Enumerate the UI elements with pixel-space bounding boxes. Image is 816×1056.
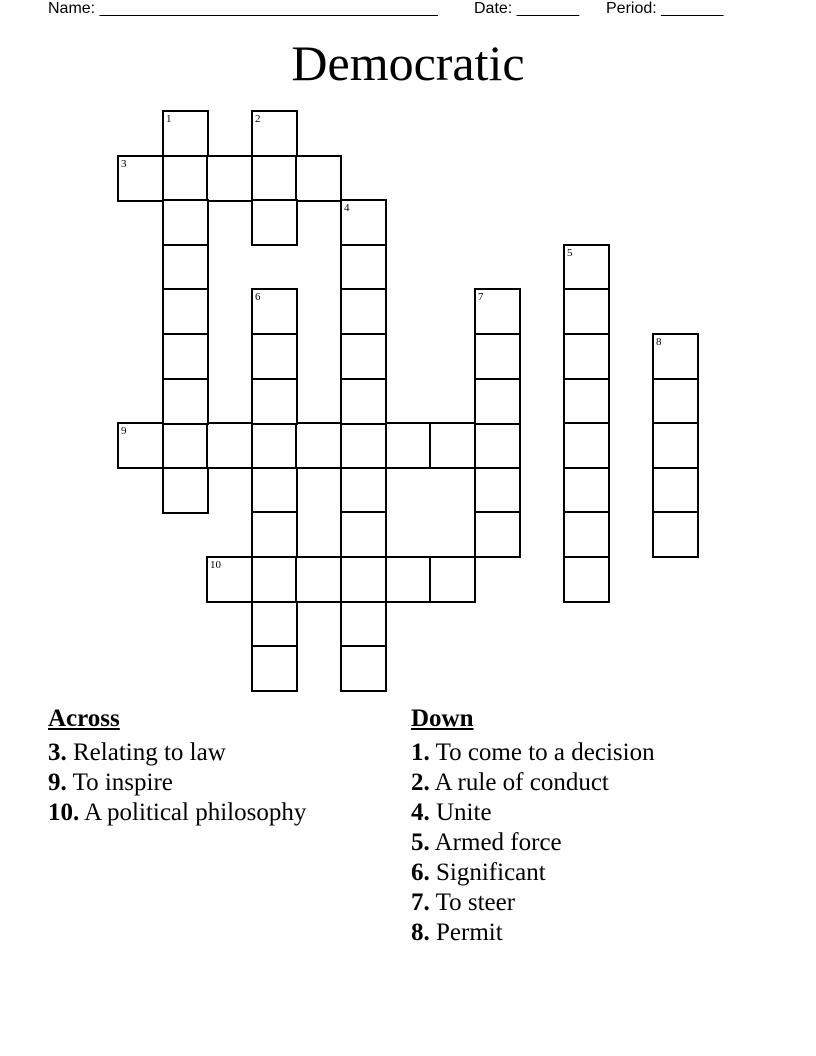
grid-cell[interactable]	[563, 422, 610, 469]
grid-cell[interactable]	[429, 556, 476, 603]
grid-cell[interactable]	[340, 556, 387, 603]
down-heading: Down	[411, 705, 474, 732]
grid-cell[interactable]	[563, 511, 610, 558]
clue-number: 3	[121, 158, 127, 170]
grid-cell[interactable]	[251, 333, 298, 380]
grid-cell[interactable]	[474, 378, 521, 425]
grid-cell[interactable]	[251, 288, 298, 335]
grid-cell[interactable]	[385, 422, 432, 469]
clue-across-3: 3. Relating to law	[48, 739, 226, 766]
grid-cell[interactable]	[340, 645, 387, 692]
grid-cell[interactable]	[652, 378, 699, 425]
grid-cell[interactable]	[206, 556, 253, 603]
grid-cell[interactable]	[162, 378, 209, 425]
clue-number: 1	[166, 113, 172, 125]
grid-cell[interactable]	[385, 556, 432, 603]
grid-cell[interactable]	[563, 556, 610, 603]
clue-down-8: 8. Permit	[411, 919, 503, 946]
grid-cell[interactable]	[652, 422, 699, 469]
grid-cell[interactable]	[652, 511, 699, 558]
grid-cell[interactable]	[251, 110, 298, 157]
clue-down-6: 6. Significant	[411, 859, 546, 886]
grid-cell[interactable]	[474, 333, 521, 380]
grid-cell[interactable]	[340, 378, 387, 425]
grid-cell[interactable]	[340, 288, 387, 335]
grid-cell[interactable]	[474, 467, 521, 514]
clue-number: 5	[567, 247, 573, 259]
grid-cell[interactable]	[295, 422, 342, 469]
grid-cell[interactable]	[251, 601, 298, 648]
date-field[interactable]: Date: _______	[474, 0, 579, 17]
grid-cell[interactable]	[474, 422, 521, 469]
grid-cell[interactable]	[162, 244, 209, 291]
grid-cell[interactable]	[117, 422, 164, 469]
grid-cell[interactable]	[162, 110, 209, 157]
clue-down-5: 5. Armed force	[411, 829, 562, 856]
clue-down-1: 1. To come to a decision	[411, 739, 655, 766]
grid-cell[interactable]	[340, 601, 387, 648]
grid-cell[interactable]	[162, 155, 209, 202]
grid-cell[interactable]	[340, 511, 387, 558]
grid-cell[interactable]	[295, 556, 342, 603]
grid-cell[interactable]	[162, 333, 209, 380]
grid-cell[interactable]	[251, 155, 298, 202]
clue-number: 9	[121, 425, 127, 437]
grid-cell[interactable]	[206, 422, 253, 469]
grid-cell[interactable]	[251, 378, 298, 425]
clue-down-7: 7. To steer	[411, 889, 516, 916]
grid-cell[interactable]	[251, 467, 298, 514]
grid-cell[interactable]	[652, 467, 699, 514]
grid-cell[interactable]	[162, 422, 209, 469]
grid-cell[interactable]	[474, 511, 521, 558]
grid-cell[interactable]	[429, 422, 476, 469]
grid-cell[interactable]	[162, 199, 209, 246]
grid-cell[interactable]	[162, 467, 209, 514]
grid-cell[interactable]	[474, 288, 521, 335]
grid-cell[interactable]	[563, 333, 610, 380]
clue-across-9: 9. To inspire	[48, 769, 173, 796]
grid-cell[interactable]	[251, 645, 298, 692]
period-field[interactable]: Period: _______	[606, 0, 724, 17]
name-field[interactable]: Name: ______________________________________	[48, 0, 438, 17]
page-title: Democratic	[291, 35, 525, 91]
clue-number: 2	[255, 113, 261, 125]
grid-cell[interactable]	[340, 333, 387, 380]
grid-cell[interactable]	[117, 155, 164, 202]
across-clues	[48, 704, 306, 828]
clue-number: 8	[656, 336, 662, 348]
grid-cell[interactable]	[563, 288, 610, 335]
clue-down-2: 2. A rule of conduct	[411, 769, 609, 796]
clue-down-4: 4. Unite	[411, 799, 492, 826]
grid-cell[interactable]	[563, 244, 610, 291]
grid-cell[interactable]	[652, 333, 699, 380]
grid-cell[interactable]	[251, 199, 298, 246]
grid-cell[interactable]	[206, 155, 253, 202]
grid-cell[interactable]	[251, 422, 298, 469]
grid-cell[interactable]	[340, 244, 387, 291]
clue-across-10: 10. A political philosophy	[48, 799, 307, 826]
grid-cell[interactable]	[251, 556, 298, 603]
clue-number: 7	[478, 291, 484, 303]
grid-cell[interactable]	[340, 199, 387, 246]
down-clues	[411, 704, 655, 948]
grid-cell[interactable]	[295, 155, 342, 202]
grid-cell[interactable]	[340, 422, 387, 469]
grid-cell[interactable]	[563, 467, 610, 514]
clue-number: 10	[210, 559, 221, 571]
grid-cell[interactable]	[251, 511, 298, 558]
clue-number: 4	[344, 202, 350, 214]
grid-cell[interactable]	[563, 378, 610, 425]
clue-number: 6	[255, 291, 261, 303]
across-heading: Across	[48, 705, 120, 732]
grid-cell[interactable]	[340, 467, 387, 514]
grid-cell[interactable]	[162, 288, 209, 335]
